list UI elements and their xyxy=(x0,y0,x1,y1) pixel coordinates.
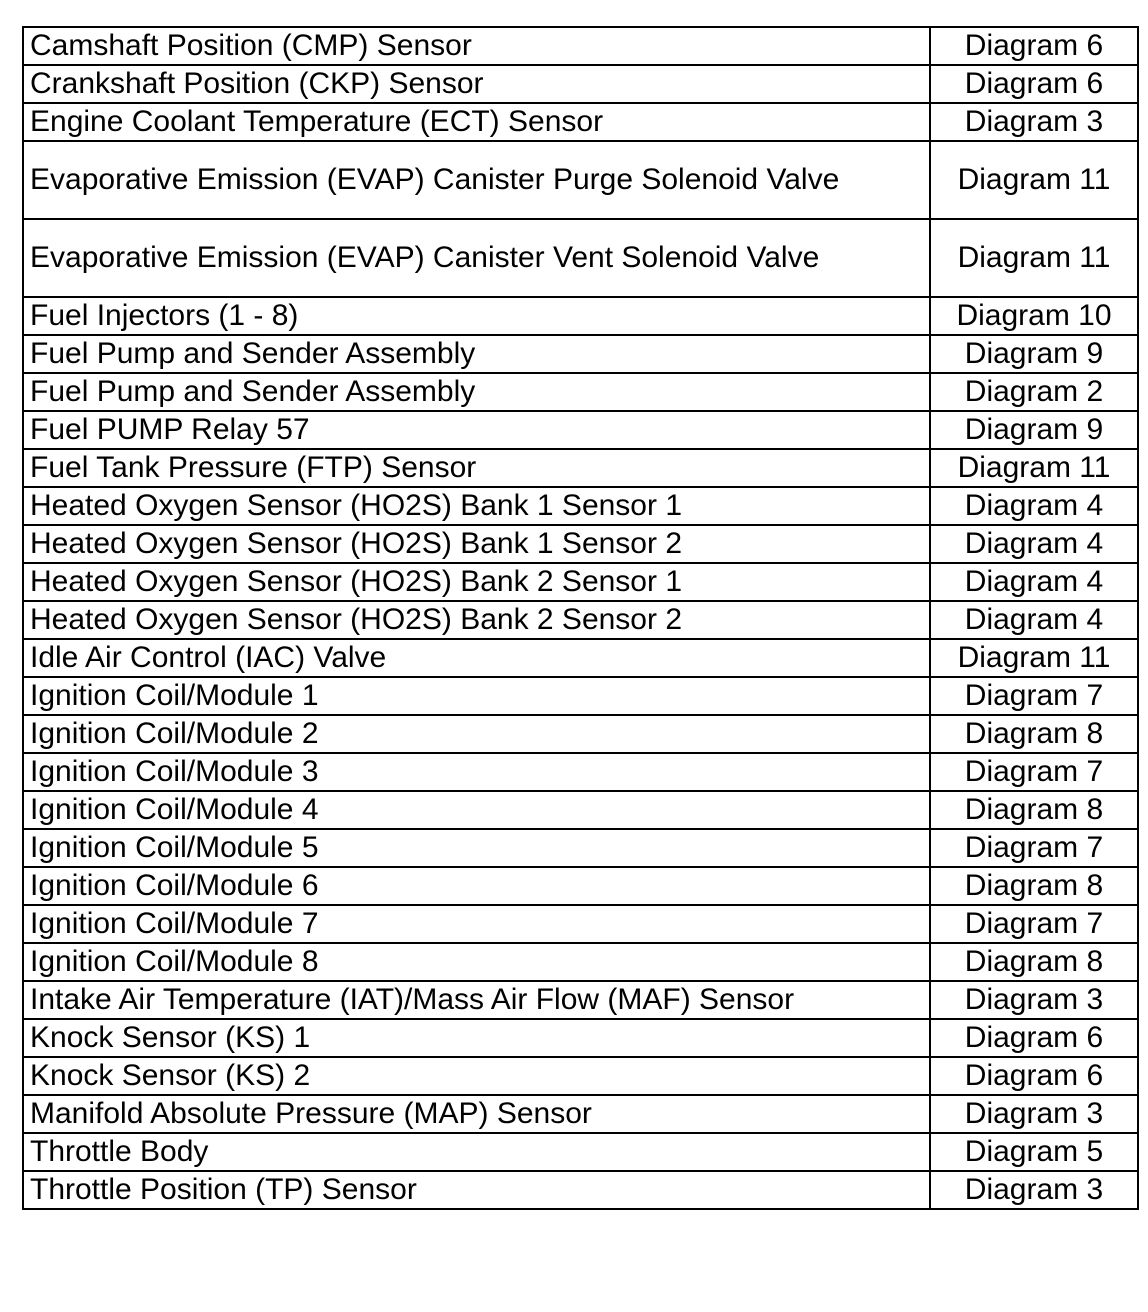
component-diagram-table xyxy=(22,26,1139,1210)
diagram-reference-cell: Diagram 7 xyxy=(930,753,1138,791)
diagram-reference-cell: Diagram 11 xyxy=(930,219,1138,297)
table-row xyxy=(23,297,1138,335)
diagram-reference-cell: Diagram 8 xyxy=(930,943,1138,981)
table-row xyxy=(23,1095,1138,1133)
component-name-cell: Engine Coolant Temperature (ECT) Sensor xyxy=(23,103,930,141)
diagram-reference-cell: Diagram 3 xyxy=(930,103,1138,141)
table-row xyxy=(23,943,1138,981)
table-row xyxy=(23,335,1138,373)
diagram-reference-cell: Diagram 3 xyxy=(930,981,1138,1019)
diagram-reference-cell: Diagram 6 xyxy=(930,27,1138,65)
diagram-reference-cell: Diagram 3 xyxy=(930,1095,1138,1133)
table-row xyxy=(23,715,1138,753)
table-row xyxy=(23,1133,1138,1171)
table-row xyxy=(23,449,1138,487)
diagram-reference-cell: Diagram 11 xyxy=(930,141,1138,219)
diagram-reference-cell: Diagram 8 xyxy=(930,715,1138,753)
table-row xyxy=(23,791,1138,829)
diagram-reference-cell: Diagram 7 xyxy=(930,905,1138,943)
component-name-cell: Knock Sensor (KS) 1 xyxy=(23,1019,930,1057)
component-name-cell: Fuel Tank Pressure (FTP) Sensor xyxy=(23,449,930,487)
component-name-cell: Knock Sensor (KS) 2 xyxy=(23,1057,930,1095)
diagram-reference-cell: Diagram 4 xyxy=(930,487,1138,525)
table-row xyxy=(23,103,1138,141)
diagram-reference-cell: Diagram 9 xyxy=(930,411,1138,449)
diagram-reference-cell: Diagram 5 xyxy=(930,1133,1138,1171)
table-row xyxy=(23,639,1138,677)
diagram-reference-cell: Diagram 2 xyxy=(930,373,1138,411)
diagram-reference-cell: Diagram 6 xyxy=(930,65,1138,103)
table-row xyxy=(23,27,1138,65)
diagram-reference-cell: Diagram 8 xyxy=(930,867,1138,905)
component-name-cell: Ignition Coil/Module 1 xyxy=(23,677,930,715)
table-row xyxy=(23,141,1138,219)
diagram-reference-cell: Diagram 3 xyxy=(930,1171,1138,1209)
diagram-reference-cell: Diagram 10 xyxy=(930,297,1138,335)
table-row xyxy=(23,829,1138,867)
component-name-cell: Idle Air Control (IAC) Valve xyxy=(23,639,930,677)
component-name-cell: Heated Oxygen Sensor (HO2S) Bank 2 Sensor 2 xyxy=(23,601,930,639)
table-row xyxy=(23,1171,1138,1209)
component-name-cell: Heated Oxygen Sensor (HO2S) Bank 1 Sensor 1 xyxy=(23,487,930,525)
table-row xyxy=(23,677,1138,715)
component-name-cell: Fuel Injectors (1 - 8) xyxy=(23,297,930,335)
diagram-reference-cell: Diagram 6 xyxy=(930,1019,1138,1057)
diagram-reference-cell: Diagram 4 xyxy=(930,601,1138,639)
component-name-cell: Ignition Coil/Module 8 xyxy=(23,943,930,981)
component-name-cell: Throttle Position (TP) Sensor xyxy=(23,1171,930,1209)
component-name-cell: Fuel Pump and Sender Assembly xyxy=(23,373,930,411)
table-row xyxy=(23,753,1138,791)
component-name-cell: Heated Oxygen Sensor (HO2S) Bank 1 Sensor 2 xyxy=(23,525,930,563)
component-name-cell: Manifold Absolute Pressure (MAP) Sensor xyxy=(23,1095,930,1133)
component-name-cell: Throttle Body xyxy=(23,1133,930,1171)
table-row xyxy=(23,563,1138,601)
component-diagram-index xyxy=(22,26,1133,1210)
component-name-cell: Heated Oxygen Sensor (HO2S) Bank 2 Sensor 1 xyxy=(23,563,930,601)
table-row xyxy=(23,411,1138,449)
table-row xyxy=(23,867,1138,905)
table-row xyxy=(23,1057,1138,1095)
component-name-cell: Fuel Pump and Sender Assembly xyxy=(23,335,930,373)
table-row xyxy=(23,373,1138,411)
component-name-cell: Intake Air Temperature (IAT)/Mass Air Flow (MAF) Sensor xyxy=(23,981,930,1019)
diagram-reference-cell: Diagram 7 xyxy=(930,677,1138,715)
diagram-reference-cell: Diagram 6 xyxy=(930,1057,1138,1095)
component-name-cell: Ignition Coil/Module 4 xyxy=(23,791,930,829)
table-row xyxy=(23,219,1138,297)
component-name-cell: Ignition Coil/Module 6 xyxy=(23,867,930,905)
diagram-reference-cell: Diagram 9 xyxy=(930,335,1138,373)
diagram-reference-cell: Diagram 4 xyxy=(930,563,1138,601)
diagram-reference-cell: Diagram 4 xyxy=(930,525,1138,563)
component-name-cell: Evaporative Emission (EVAP) Canister Purge Solenoid Valve xyxy=(23,141,930,219)
table-row xyxy=(23,981,1138,1019)
component-name-cell: Crankshaft Position (CKP) Sensor xyxy=(23,65,930,103)
component-name-cell: Ignition Coil/Module 7 xyxy=(23,905,930,943)
table-row xyxy=(23,601,1138,639)
table-row xyxy=(23,905,1138,943)
diagram-reference-cell: Diagram 8 xyxy=(930,791,1138,829)
table-row xyxy=(23,487,1138,525)
diagram-reference-cell: Diagram 11 xyxy=(930,639,1138,677)
diagram-reference-cell: Diagram 7 xyxy=(930,829,1138,867)
component-name-cell: Ignition Coil/Module 5 xyxy=(23,829,930,867)
component-name-cell: Camshaft Position (CMP) Sensor xyxy=(23,27,930,65)
table-row xyxy=(23,525,1138,563)
component-name-cell: Fuel PUMP Relay 57 xyxy=(23,411,930,449)
table-row xyxy=(23,65,1138,103)
diagram-reference-cell: Diagram 11 xyxy=(930,449,1138,487)
component-name-cell: Ignition Coil/Module 3 xyxy=(23,753,930,791)
component-name-cell: Evaporative Emission (EVAP) Canister Vent Solenoid Valve xyxy=(23,219,930,297)
component-name-cell: Ignition Coil/Module 2 xyxy=(23,715,930,753)
table-row xyxy=(23,1019,1138,1057)
